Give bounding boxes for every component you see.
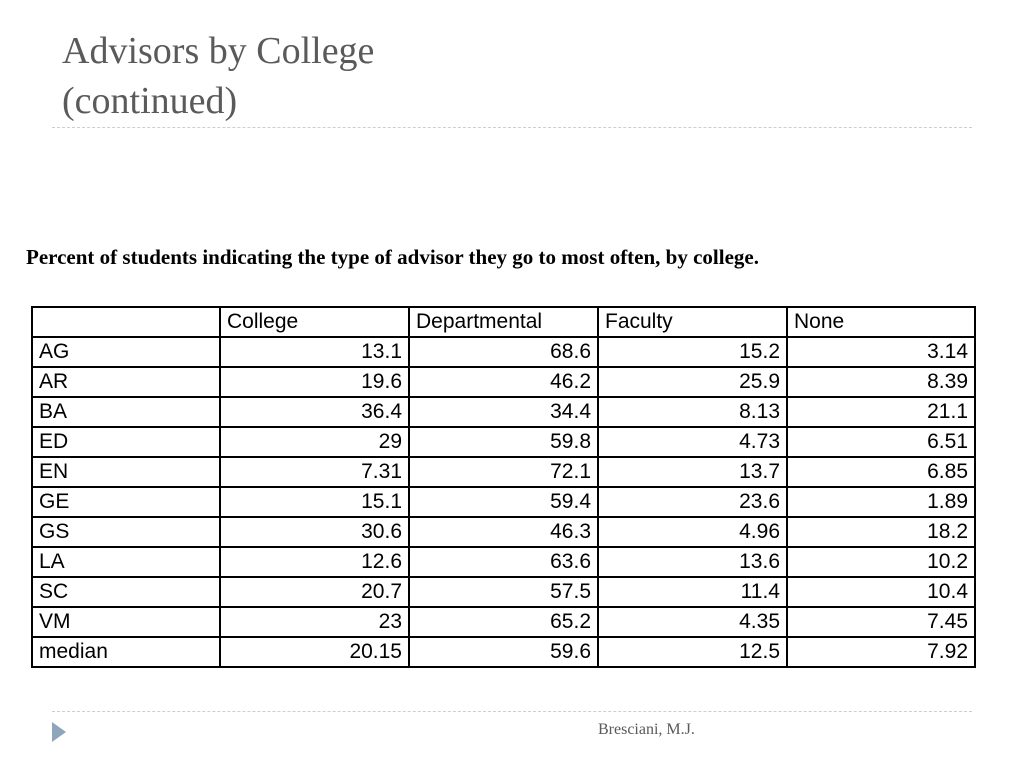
row-label-cell: GE <box>32 487 220 517</box>
value-cell: 6.51 <box>787 427 975 457</box>
value-cell: 57.5 <box>409 577 598 607</box>
value-cell: 15.1 <box>220 487 409 517</box>
table-row <box>32 607 975 637</box>
row-label-cell: GS <box>32 517 220 547</box>
header-row <box>32 307 975 337</box>
value-cell: 8.13 <box>598 397 787 427</box>
value-cell: 18.2 <box>787 517 975 547</box>
value-cell: 12.5 <box>598 637 787 667</box>
table-row <box>32 397 975 427</box>
value-cell: 13.1 <box>220 337 409 367</box>
value-cell: 46.2 <box>409 367 598 397</box>
row-label-cell: ED <box>32 427 220 457</box>
table-row <box>32 547 975 577</box>
value-cell: 15.2 <box>598 337 787 367</box>
value-cell: 10.2 <box>787 547 975 577</box>
value-cell: 59.8 <box>409 427 598 457</box>
value-cell: 7.31 <box>220 457 409 487</box>
slide-title-line-1: Advisors by College <box>62 30 375 72</box>
table-row <box>32 337 975 367</box>
value-cell: 4.35 <box>598 607 787 637</box>
advisor-table-body <box>32 337 975 667</box>
value-cell: 4.96 <box>598 517 787 547</box>
footer-divider <box>52 711 972 712</box>
table-row <box>32 487 975 517</box>
slide-title-line-2: (continued) <box>62 80 238 122</box>
value-cell: 3.14 <box>787 337 975 367</box>
value-cell: 63.6 <box>409 547 598 577</box>
value-cell: 10.4 <box>787 577 975 607</box>
value-cell: 59.6 <box>409 637 598 667</box>
value-cell: 4.73 <box>598 427 787 457</box>
value-cell: 19.6 <box>220 367 409 397</box>
title-divider <box>52 127 972 128</box>
row-label-cell: EN <box>32 457 220 487</box>
value-cell: 7.45 <box>787 607 975 637</box>
value-cell: 65.2 <box>409 607 598 637</box>
row-label-cell: VM <box>32 607 220 637</box>
advisor-table <box>31 306 976 668</box>
row-label-cell: median <box>32 637 220 667</box>
table-row <box>32 457 975 487</box>
value-cell: 12.6 <box>220 547 409 577</box>
row-label-cell: BA <box>32 397 220 427</box>
row-label-cell: LA <box>32 547 220 577</box>
value-cell: 68.6 <box>409 337 598 367</box>
value-cell: 59.4 <box>409 487 598 517</box>
header-cell-faculty: Faculty <box>598 307 787 337</box>
value-cell: 23.6 <box>598 487 787 517</box>
value-cell: 20.15 <box>220 637 409 667</box>
value-cell: 13.7 <box>598 457 787 487</box>
table-row <box>32 577 975 607</box>
header-cell-corner <box>32 307 220 337</box>
table-row <box>32 637 975 667</box>
header-cell-college: College <box>220 307 409 337</box>
triangle-right-icon <box>52 722 66 742</box>
value-cell: 13.6 <box>598 547 787 577</box>
row-label-cell: AG <box>32 337 220 367</box>
table-row <box>32 427 975 457</box>
value-cell: 1.89 <box>787 487 975 517</box>
value-cell: 20.7 <box>220 577 409 607</box>
value-cell: 46.3 <box>409 517 598 547</box>
row-label-cell: AR <box>32 367 220 397</box>
table-row <box>32 517 975 547</box>
value-cell: 6.85 <box>787 457 975 487</box>
header-cell-departmental: Departmental <box>409 307 598 337</box>
value-cell: 21.1 <box>787 397 975 427</box>
table-row <box>32 367 975 397</box>
value-cell: 29 <box>220 427 409 457</box>
value-cell: 23 <box>220 607 409 637</box>
value-cell: 34.4 <box>409 397 598 427</box>
value-cell: 72.1 <box>409 457 598 487</box>
value-cell: 7.92 <box>787 637 975 667</box>
slide-title <box>62 26 374 126</box>
row-label-cell: SC <box>32 577 220 607</box>
table-caption: Percent of students indicating the type of advisor they go to most often, by college. <box>26 245 759 269</box>
header-cell-none: None <box>787 307 975 337</box>
value-cell: 30.6 <box>220 517 409 547</box>
value-cell: 25.9 <box>598 367 787 397</box>
footer-author: Bresciani, M.J. <box>598 721 695 738</box>
value-cell: 36.4 <box>220 397 409 427</box>
value-cell: 8.39 <box>787 367 975 397</box>
value-cell: 11.4 <box>598 577 787 607</box>
advisor-table-head <box>32 307 975 337</box>
